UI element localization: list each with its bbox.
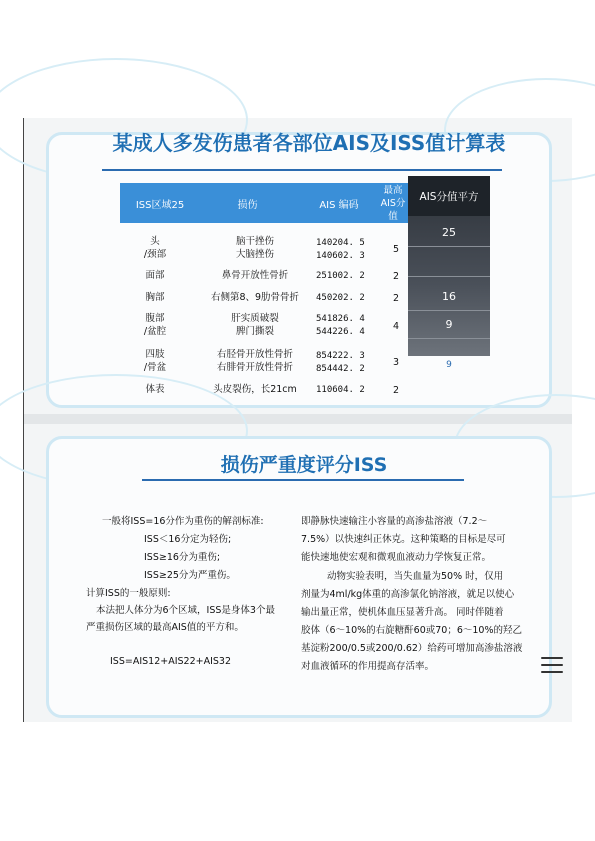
body-text: 动物实验表明，当失血量为50% 时，仅用: [327, 571, 504, 582]
overlay-divider: [408, 246, 490, 247]
code-cell: 110604. 2: [316, 385, 365, 395]
body-text: ISS≥16分为重伤;: [144, 552, 221, 563]
body-text: 对血液循环的作用提高存活率。: [301, 661, 435, 672]
overlay-divider: [408, 310, 490, 311]
slide-iss: [24, 424, 572, 722]
overlay-divider: [408, 276, 490, 277]
region-cell: 体表: [145, 384, 165, 395]
overlay-header: AIS分值平方: [408, 176, 490, 216]
overlay-value: 25: [442, 226, 456, 239]
body-text: 基淀粉200/0.5或200/0.62）给药可增加高渗盐溶液: [301, 643, 523, 654]
body-text: 计算ISS的一般原则:: [86, 588, 171, 599]
body-text: 能快速地使宏观和微观血液动力学恢复正常。: [301, 552, 492, 563]
body-text: 胶体（6～10%的右旋糖酐60或70；6～10%的羟乙: [301, 625, 522, 636]
table-row: [120, 235, 190, 261]
slide-ais-table: [24, 118, 572, 414]
region-cell: 四肢: [145, 349, 165, 360]
col-header-region: ISS区域25: [135, 199, 185, 211]
body-text: 剂量为4ml/kg体重的高渗氯化钠溶液，就足以使心: [301, 589, 515, 600]
injury-cell: 鼻骨开放性骨折: [221, 270, 289, 281]
region-cell: 胸部: [145, 292, 165, 303]
injury-cell: 右侧第8、9肋骨骨折: [210, 292, 300, 303]
region-cell: /骨盆: [143, 362, 167, 373]
injury-cell: [200, 235, 310, 261]
overlay-value: 16: [442, 290, 456, 303]
col-header-injury: 损伤: [237, 199, 258, 211]
code-text: 140204. 5: [316, 238, 365, 248]
table-row: [120, 312, 190, 338]
injury-text: 大脑挫伤: [235, 249, 274, 260]
max-ais-cell: 5: [392, 244, 400, 255]
region-cell: /颈部: [143, 249, 167, 260]
menu-bar: [541, 657, 563, 659]
injury-cell: 头皮裂伤，长21cm: [213, 384, 297, 395]
code-text: 854222. 3: [316, 351, 365, 361]
code-cell: [316, 350, 386, 376]
max-ais-cell: 2: [392, 271, 400, 282]
overlay-divider: [408, 338, 490, 339]
menu-bar: [541, 671, 563, 673]
body-text: 输出量正常，使机体血压显著升高。 同时伴随着: [301, 607, 504, 618]
region-cell: 头: [150, 236, 160, 247]
injury-text: 右腓骨开放性骨折: [216, 362, 293, 373]
slide-title: 某成人多发伤患者各部位AIS及ISS值计算表: [112, 131, 506, 155]
injury-text: 脑干挫伤: [235, 236, 274, 247]
body-text: ISS≥25分为严重伤。: [144, 570, 236, 581]
code-text: 140602. 3: [316, 251, 365, 261]
menu-bar: [541, 664, 563, 666]
title-underline: [142, 479, 464, 481]
region-cell: 腹部: [145, 313, 165, 324]
slide-title: 损伤严重度评分ISS: [220, 454, 388, 476]
formula-text: ISS=AIS12+AIS22+AIS32: [110, 656, 231, 667]
code-cell: [316, 313, 386, 339]
injury-cell: [200, 312, 310, 338]
col-header-max-ais: 最高AIS分值: [380, 184, 406, 222]
body-text: 本法把人体分为6个区域，ISS是身体3个最: [96, 605, 275, 616]
injury-text: 肝实质破裂: [231, 313, 279, 324]
code-cell: 450202. 2: [316, 293, 365, 303]
max-ais-cell: 4: [392, 321, 400, 332]
max-ais-cell: 3: [392, 357, 400, 368]
table-row: [120, 348, 190, 374]
overlay-below-value: 9: [446, 360, 452, 370]
body-text: 一般将ISS=16分作为重伤的解剖标准:: [102, 516, 264, 527]
injury-text: 右胫骨开放性骨折: [216, 349, 293, 360]
body-text: 严重损伤区域的最高AIS值的平方和。: [86, 622, 244, 633]
code-text: 854442. 2: [316, 364, 365, 374]
body-text: 即静脉快速输注小容量的高渗盐溶液（7.2～: [301, 516, 488, 527]
code-cell: 251002. 2: [316, 271, 365, 281]
title-underline: [102, 169, 502, 171]
body-text: 7.5%）以快速纠正休克。这种策略的目标是尽可: [301, 534, 506, 545]
injury-cell: [196, 348, 314, 374]
region-cell: 面部: [145, 270, 165, 281]
code-text: 544226. 4: [316, 327, 365, 337]
injury-text: 脾门撕裂: [235, 326, 274, 337]
col-header-code: AIS 编码: [319, 199, 359, 211]
max-ais-cell: 2: [392, 385, 400, 396]
region-cell: /盆腔: [143, 326, 167, 337]
code-cell: [316, 237, 386, 263]
body-text: ISS＜16分定为轻伤;: [144, 534, 232, 545]
hamburger-menu-icon[interactable]: [541, 657, 563, 673]
overlay-value: 9: [445, 318, 453, 331]
code-text: 541826. 4: [316, 314, 365, 324]
max-ais-cell: 2: [392, 293, 400, 304]
